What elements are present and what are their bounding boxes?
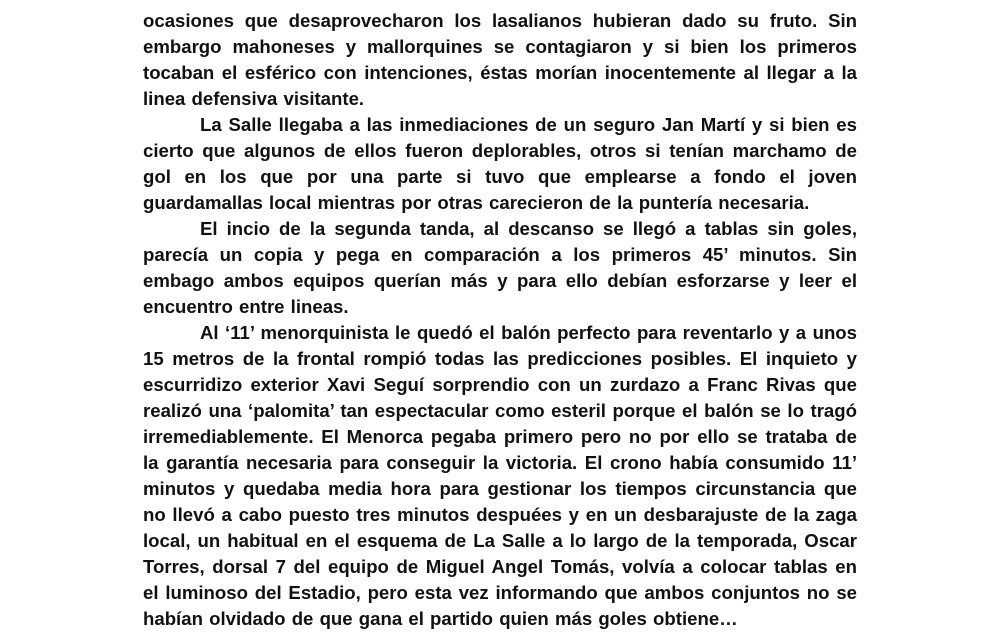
- document-body: [143, 8, 857, 632]
- paragraph: La Salle llegaba a las inmediaciones de un seguro Jan Martí y si bien es cierto que algunos de ellos fueron deplorables, otros si tenían marchamo de gol en los que por una parte si tuvo que emplearse a fondo el joven guardamallas local mientras por otras carecieron de la puntería necesaria.: [143, 114, 857, 213]
- paragraph: El incio de la segunda tanda, al descanso se llegó a tablas sin goles, parecía un copia y pega en comparación a los primeros 45’ minutos. Sin embago ambos equipos querían más y para ello debían esforzarse y leer el encuentro entre lineas.: [143, 218, 857, 317]
- paragraph: ocasiones que desaprovecharon los lasalianos hubieran dado su fruto. Sin embargo mahoneses y mallorquines se contagiaron y si bien los primeros tocaban el esférico con intenciones, éstas morían inocentemente al llegar a la linea defensiva visitante.: [143, 10, 857, 109]
- paragraph: Al ‘11’ menorquinista le quedó el balón perfecto para reventarlo y a unos 15 metros de la frontal rompió todas las predicciones posibles. El inquieto y escurridizo exterior Xavi Seguí sorprendio con un zurdazo a Franc Rivas que realizó una ‘palomita’ tan espectacular como esteril porque el balón se lo tragó irremediablemente. El Menorca pegaba primero pero no por ello se trataba de la garantía necesaria para conseguir la victoria. El crono había consumido 11’ minutos y quedaba media hora para gestionar los tiempos circunstancia que no llevó a cabo puesto tres minutos despuées y en un desbarajuste de la zaga local, un habitual en el esquema de La Salle a lo largo de la temporada, Oscar Torres, dorsal 7 del equipo de Miguel Angel Tomás, volvía a colocar tablas en el luminoso del Estadio, pero esta vez informando que ambos conjuntos no se habían olvidado de que gana el partido quien más goles obtiene…: [143, 322, 857, 629]
